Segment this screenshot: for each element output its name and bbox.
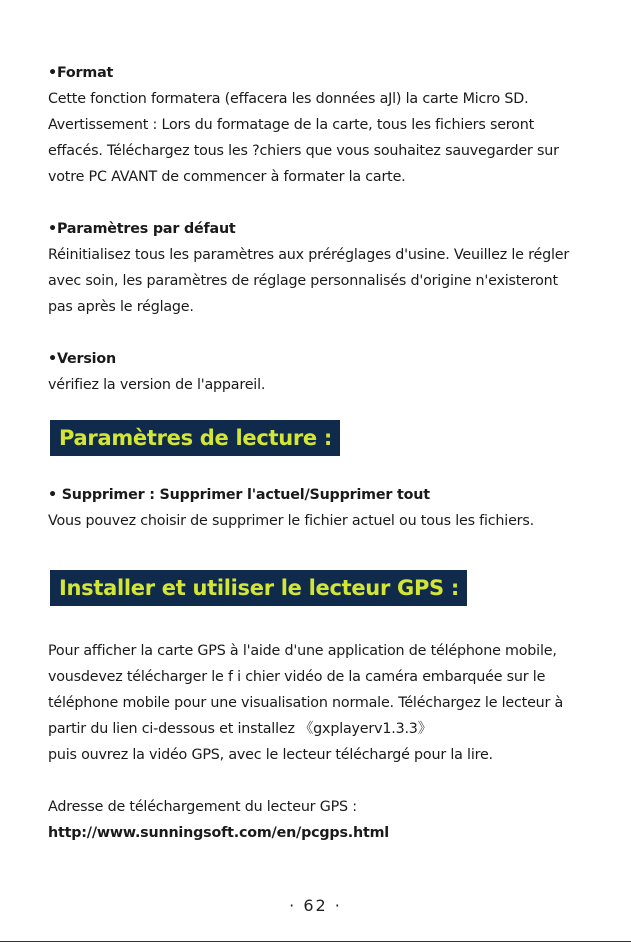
format-line: Avertissement : Lors du formatage de la carte, tous les fichiers seront xyxy=(48,117,534,133)
spacer xyxy=(48,622,608,638)
spacer xyxy=(48,472,608,482)
spacer xyxy=(48,398,608,416)
defaults-line: pas après le réglage. xyxy=(48,299,194,315)
spacer xyxy=(48,320,608,346)
spacer xyxy=(48,768,608,794)
gps-line: partir du lien ci-dessous et installez 《gxplayerv1.3.3》 xyxy=(48,721,432,737)
playback-banner: Paramètres de lecture : xyxy=(50,420,340,456)
format-heading: •Format xyxy=(48,65,114,81)
gps-banner: Installer et utiliser le lecteur GPS : xyxy=(50,570,467,606)
format-line: votre PC AVANT de commencer à formater la carte. xyxy=(48,169,406,185)
version-heading: •Version xyxy=(48,351,116,367)
gps-line: Pour afficher la carte GPS à l'aide d'une application de téléphone mobile, xyxy=(48,643,557,659)
format-line: Cette fonction formatera (effacera les données aJl) la carte Micro SD. xyxy=(48,91,529,107)
spacer xyxy=(48,534,608,566)
playback-banner-wrap xyxy=(48,416,608,472)
gps-line: vousdevez télécharger le f i chier vidéo de la caméra embarquée sur le xyxy=(48,669,546,685)
version-line: vérifiez la version de l'appareil. xyxy=(48,377,266,393)
delete-line: Vous pouvez choisir de supprimer le fichier actuel ou tous les fichiers. xyxy=(48,513,534,529)
spacer xyxy=(48,190,608,216)
page-content xyxy=(48,60,608,846)
defaults-heading: •Paramètres par défaut xyxy=(48,221,236,237)
defaults-line: avec soin, les paramètres de réglage personnalisés d'origine n'existeront xyxy=(48,273,558,289)
gps-line: puis ouvrez la vidéo GPS, avec le lecteur téléchargé pour la lire. xyxy=(48,747,493,763)
page-number: · 62 · xyxy=(289,896,342,915)
gps-line: téléphone mobile pour une visualisation normale. Téléchargez le lecteur à xyxy=(48,695,564,711)
delete-heading: • Supprimer : Supprimer l'actuel/Supprimer tout xyxy=(48,487,430,503)
gps-download-link[interactable]: http://www.sunningsoft.com/en/pcgps.html xyxy=(48,825,389,841)
bottom-divider xyxy=(0,941,631,942)
gps-banner-wrap xyxy=(48,566,608,622)
gps-address-label: Adresse de téléchargement du lecteur GPS : xyxy=(48,799,357,815)
format-line: effacés. Téléchargez tous les ?chiers que vous souhaitez sauvegarder sur xyxy=(48,143,559,159)
defaults-line: Réinitialisez tous les paramètres aux préréglages d'usine. Veuillez le régler xyxy=(48,247,570,263)
